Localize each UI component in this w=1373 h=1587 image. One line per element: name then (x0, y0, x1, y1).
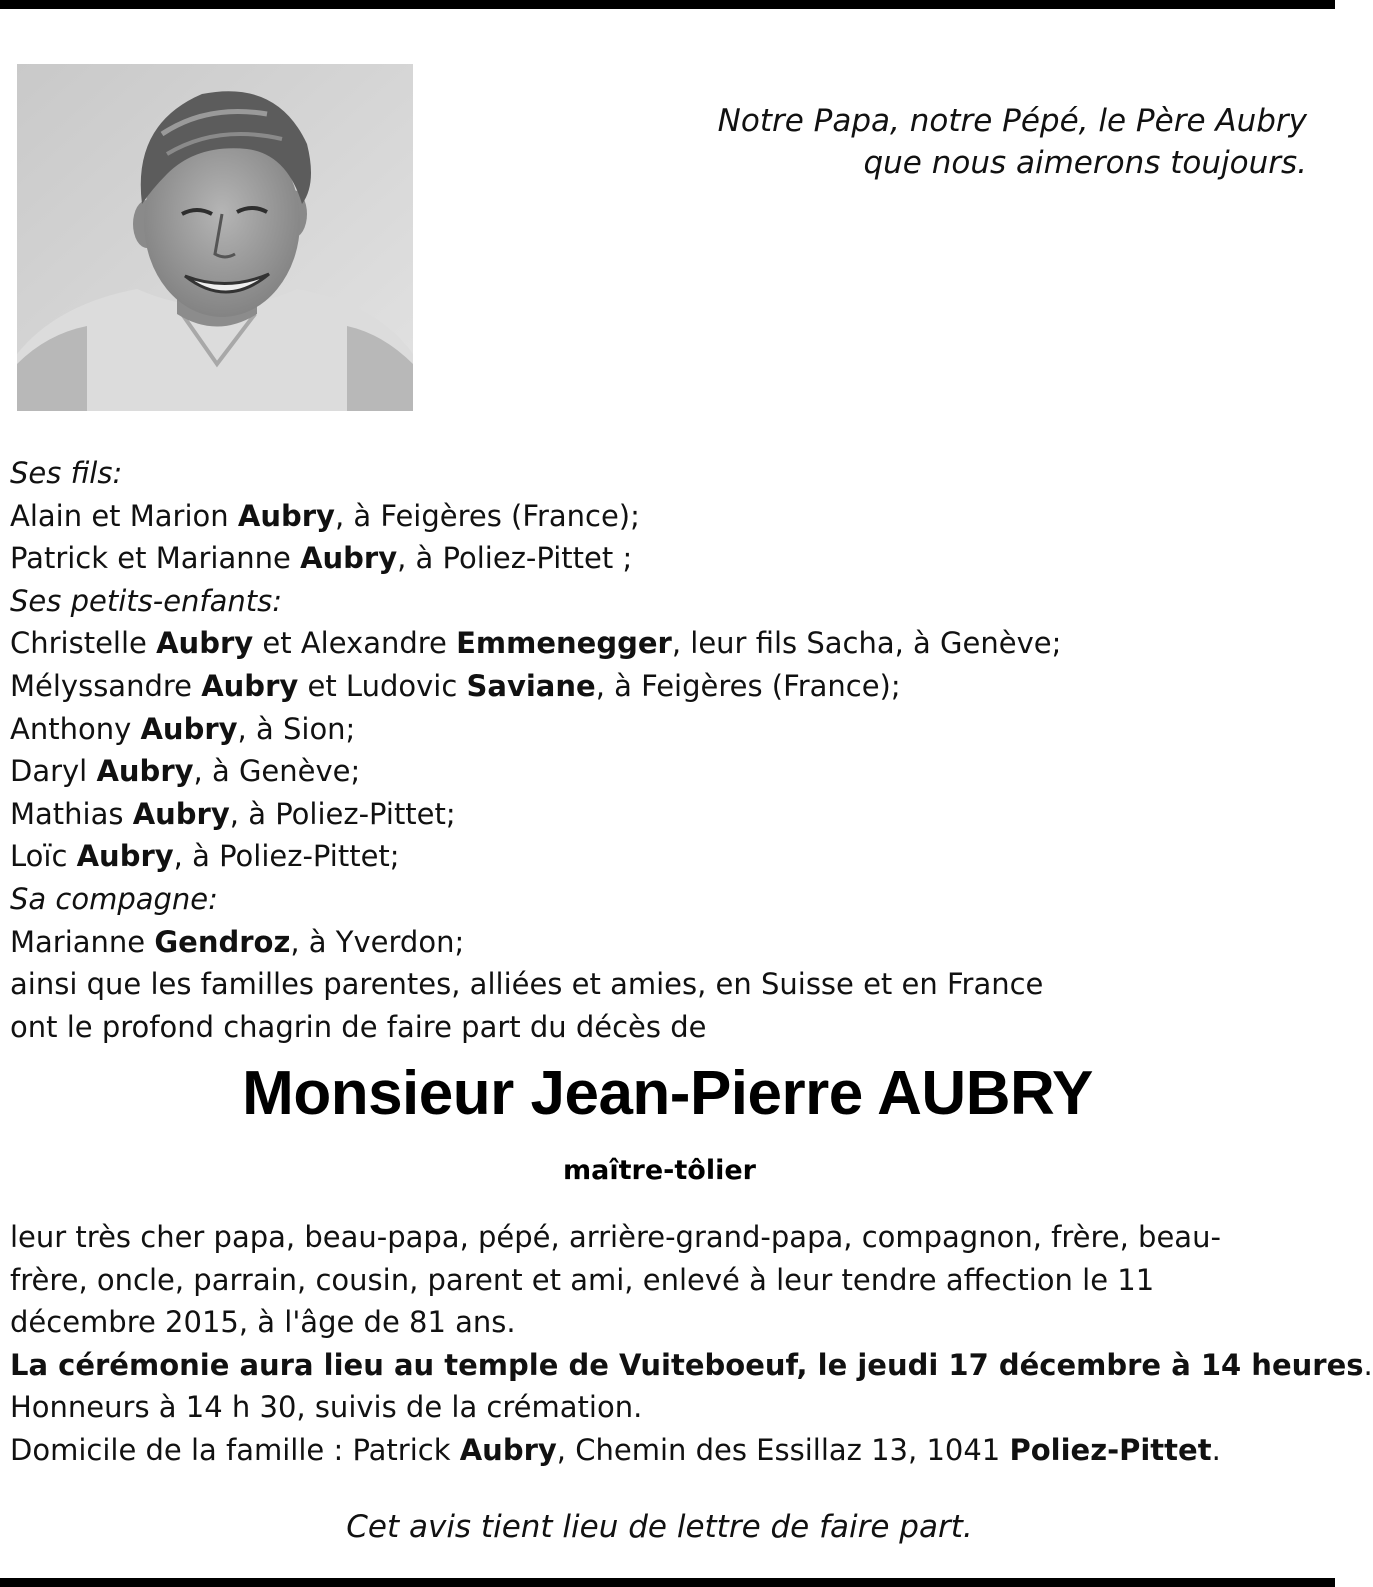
family-line-grandchild-6: Loïc Aubry, à Poliez-Pittet; (10, 839, 400, 874)
grandchildren-heading: Ses petits-enfants: (10, 583, 283, 618)
family-line-grandchild-2: Mélyssandre Aubry et Ludovic Saviane, à Feigères (France); (10, 668, 901, 703)
family-line-grandchild-3: Anthony Aubry, à Sion; (10, 711, 356, 746)
announcement-line: ont le profond chagrin de faire part du décès de (10, 1009, 707, 1044)
domicile-line: Domicile de la famille : Patrick Aubry, Chemin des Essillaz 13, 1041 Poliez-Pittet. (10, 1432, 1221, 1467)
quote-line-1: Notre Papa, notre Pépé, le Père Aubry (717, 103, 1307, 139)
deceased-name: Monsieur Jean-Pierre AUBRY (242, 1059, 1093, 1128)
family-line-son-2: Patrick et Marianne Aubry, à Poliez-Pittet ; (10, 541, 633, 576)
notice-body (10, 1216, 1373, 1471)
sons-heading: Ses fils: (10, 456, 123, 490)
closing-note: Cet avis tient lieu de lettre de faire part. (346, 1509, 973, 1545)
description-line-2: frère, oncle, parrain, cousin, parent et ami, enlevé à leur tendre affection le 11 (10, 1262, 1155, 1297)
family-line-grandchild-4: Daryl Aubry, à Genève; (10, 754, 361, 789)
honours-line: Honneurs à 14 h 30, suivis de la crémation. (10, 1390, 643, 1424)
quote-line-2: que nous aimerons toujours. (863, 145, 1307, 181)
relatives-line: ainsi que les familles parentes, alliées et amies, en Suisse et en France (10, 967, 1044, 1002)
companion-heading: Sa compagne: (10, 881, 218, 916)
family-line-companion: Marianne Gendroz, à Yverdon; (10, 924, 465, 959)
family-line-grandchild-5: Mathias Aubry, à Poliez-Pittet; (10, 796, 456, 831)
family-list (10, 452, 1310, 1048)
top-border-rule (0, 0, 1335, 9)
deceased-profession: maître-tôlier (563, 1155, 756, 1186)
memorial-quote (607, 100, 1307, 184)
portrait-photo (17, 64, 413, 411)
description-line-1: leur très cher papa, beau-papa, pépé, arrière-grand-papa, compagnon, frère, beau- (10, 1220, 1221, 1254)
family-line-son-1: Alain et Marion Aubry, à Feigères (France); (10, 498, 640, 533)
ceremony-line: La cérémonie aura lieu au temple de Vuiteboeuf, le jeudi 17 décembre à 14 heures. (10, 1347, 1373, 1382)
bottom-border-rule (0, 1578, 1335, 1587)
family-line-grandchild-1: Christelle Aubry et Alexandre Emmenegger, leur fils Sacha, à Genève; (10, 626, 1062, 661)
description-line-3: décembre 2015, à l'âge de 81 ans. (10, 1305, 516, 1339)
